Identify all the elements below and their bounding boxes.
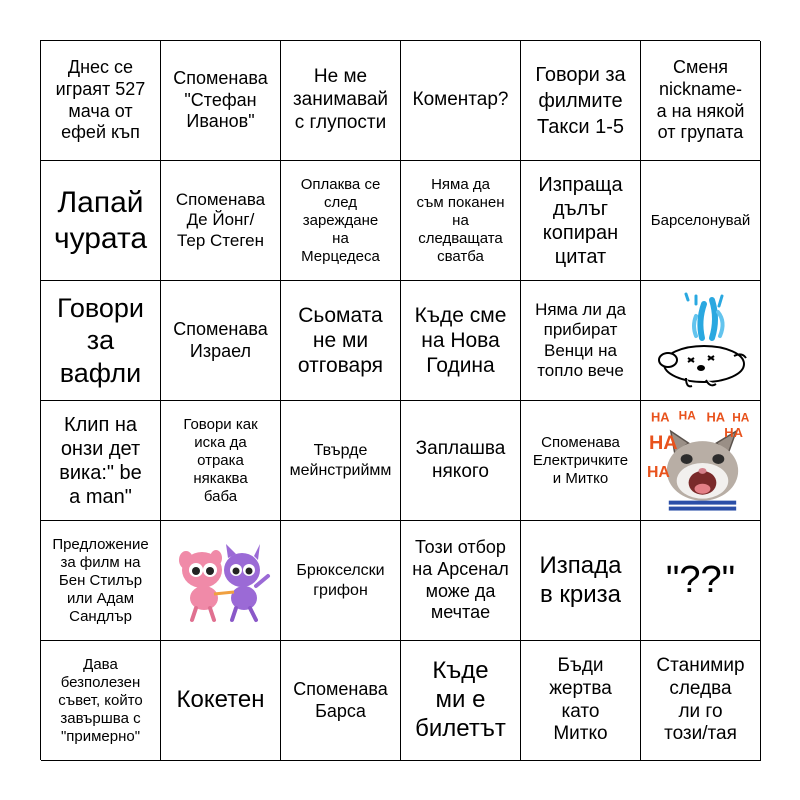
bingo-cell[interactable]: Изпада в криза <box>521 521 641 641</box>
bingo-cell[interactable] <box>641 401 761 521</box>
bingo-cell[interactable]: Споменава Израел <box>161 281 281 401</box>
sticker-text: HA <box>706 408 726 424</box>
bingo-cell[interactable]: Говори за вафли <box>41 281 161 401</box>
sticker-text: HA <box>648 431 678 454</box>
bingo-cell[interactable] <box>161 521 281 641</box>
bingo-cell[interactable]: Този отбор на Арсенал може да мечтае <box>401 521 521 641</box>
bingo-cell[interactable]: Говори как иска да отрака някаква баба <box>161 401 281 521</box>
bingo-cell[interactable]: Споменава Електричките и Митко <box>521 401 641 521</box>
bingo-cell[interactable]: Лапай чурата <box>41 161 161 281</box>
sticker-text: HA <box>650 408 670 424</box>
bingo-cell[interactable]: Станимир следва ли го този/тая <box>641 641 761 761</box>
bingo-cell[interactable] <box>641 281 761 401</box>
bingo-cell[interactable]: Заплашва някого <box>401 401 521 521</box>
bingo-cell[interactable]: Сменя nickname- а на някой от групата <box>641 41 761 161</box>
bingo-cell[interactable]: Кокетен <box>161 641 281 761</box>
bingo-cell[interactable]: Споменава "Стефан Иванов" <box>161 41 281 161</box>
bingo-cell[interactable]: Споменава Барса <box>281 641 401 761</box>
laughing-cat-sticker-icon <box>645 405 756 517</box>
bingo-cell[interactable]: Оплаква се след зареждане на Мерцедеса <box>281 161 401 281</box>
sticker-text: HA <box>724 424 743 440</box>
bingo-board <box>40 40 760 760</box>
bingo-cell[interactable]: Бъди жертва като Митко <box>521 641 641 761</box>
bingo-cell[interactable]: Брюкселски грифон <box>281 521 401 641</box>
bingo-cell[interactable]: Изпраща дълъг копиран цитат <box>521 161 641 281</box>
sticker-text: HA <box>678 407 696 422</box>
bingo-cell[interactable]: Сьомата не ми отговаря <box>281 281 401 401</box>
bingo-cell[interactable]: Коментар? <box>401 41 521 161</box>
bingo-cell[interactable]: Споменава Де Йонг/ Тер Стеген <box>161 161 281 281</box>
bingo-cell[interactable]: Дава безполезен съвет, който завършва с "примерно" <box>41 641 161 761</box>
bingo-cell[interactable]: Къде ми е билетът <box>401 641 521 761</box>
bingo-cell[interactable]: Няма ли да прибират Венци на топло вече <box>521 281 641 401</box>
crying-cartoon-sticker-icon <box>646 286 756 396</box>
bingo-cell[interactable]: Твърде мейнстриймм <box>281 401 401 521</box>
bingo-cell[interactable]: Предложение за филм на Бен Стилър или Адам Сандлър <box>41 521 161 641</box>
bingo-cell[interactable]: Къде сме на Нова Година <box>401 281 521 401</box>
sticker-text: HA <box>646 463 670 481</box>
bingo-cell[interactable]: Няма да съм поканен на следващата сватба <box>401 161 521 281</box>
bingo-cell[interactable]: Барселонувай <box>641 161 761 281</box>
dancing-creatures-sticker-icon <box>166 536 276 626</box>
bingo-cell[interactable]: Говори за филмите Такси 1-5 <box>521 41 641 161</box>
bingo-cell[interactable]: Не ме занимавай с глупости <box>281 41 401 161</box>
sticker-text: HA <box>732 409 750 424</box>
bingo-cell[interactable]: Днес се играят 527 мача от ефей къп <box>41 41 161 161</box>
bingo-cell[interactable]: Клип на онзи дет вика:" be a man" <box>41 401 161 521</box>
bingo-cell[interactable]: "??" <box>641 521 761 641</box>
